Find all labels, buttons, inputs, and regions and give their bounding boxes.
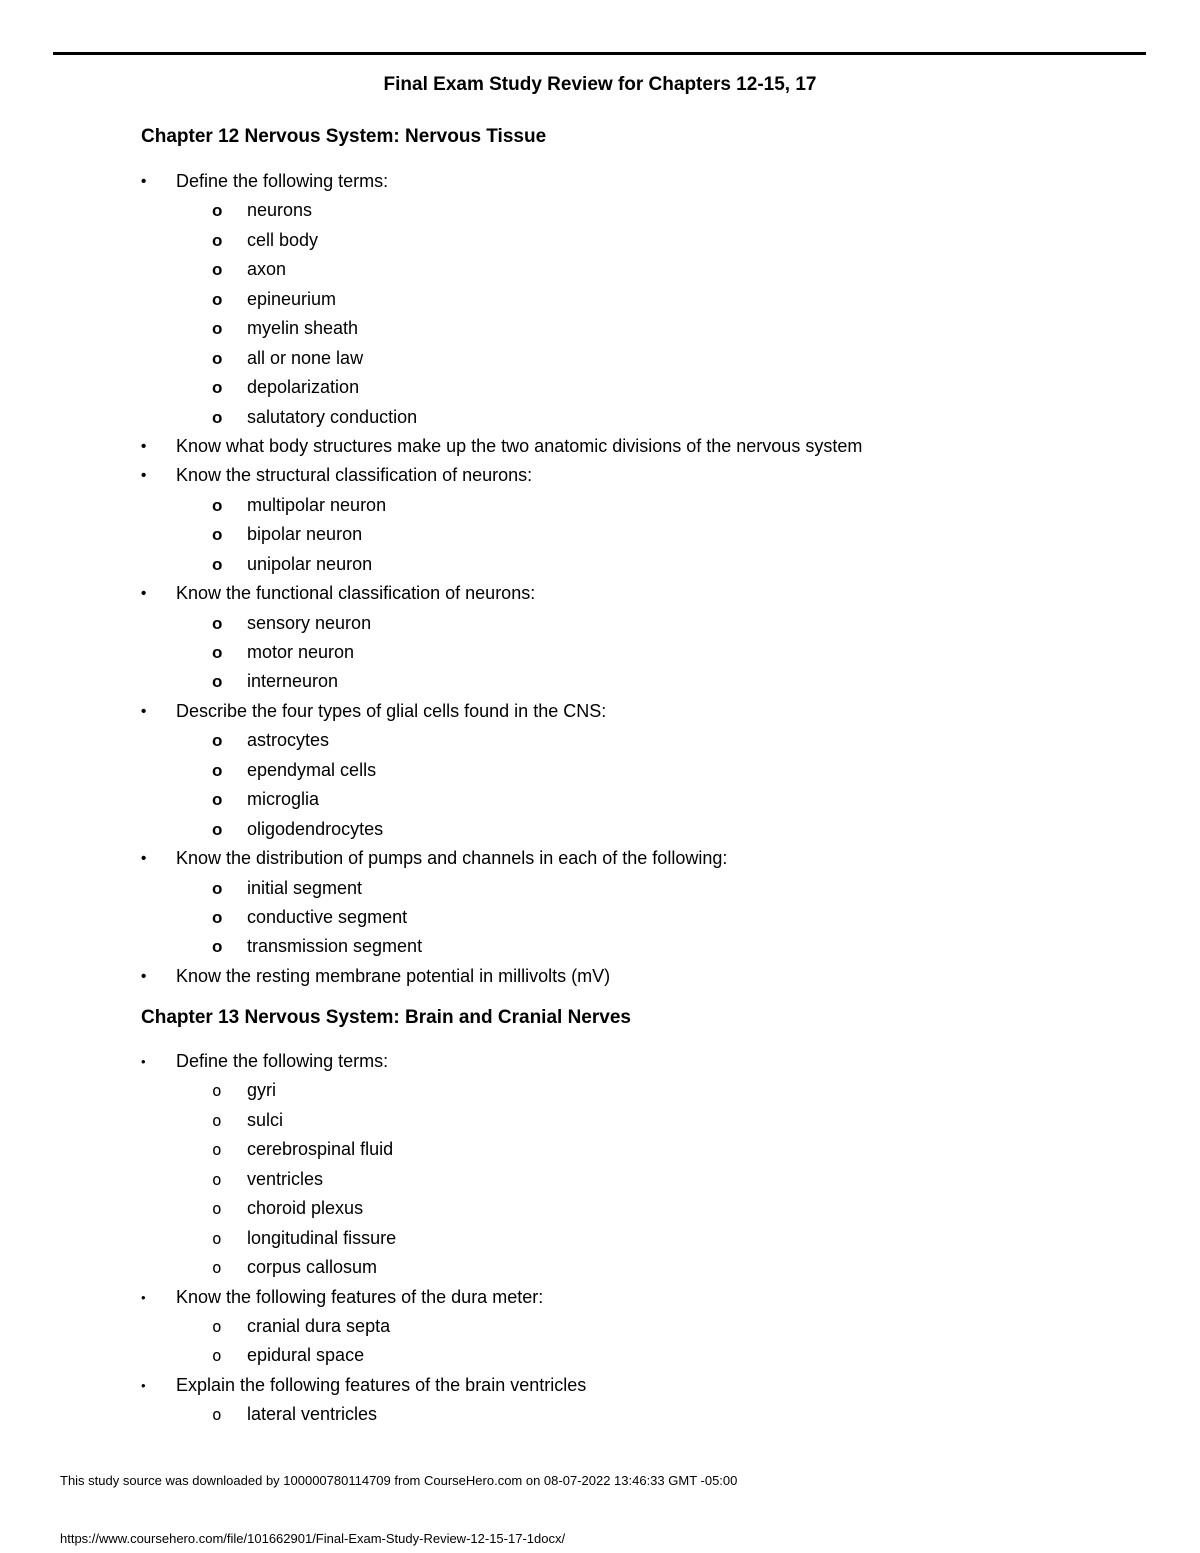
sub-bullet-marker: o <box>212 907 223 927</box>
outline-sub-item <box>0 285 1200 314</box>
bullet-text: Know the following features of the dura meter: <box>176 1286 544 1307</box>
outline-sub-item <box>0 1224 1200 1253</box>
sub-item-text: transmission segment <box>247 936 423 957</box>
sub-bullet-marker: o <box>212 554 223 574</box>
bullet-marker: • <box>141 467 147 485</box>
sub-item-text: ependymal cells <box>247 759 377 780</box>
sub-item-text: lateral ventricles <box>247 1404 378 1425</box>
bullet-marker: • <box>141 967 147 985</box>
sub-item-text: oligodendrocytes <box>247 818 384 839</box>
sub-bullet-marker: o <box>212 613 223 633</box>
sub-item-text: axon <box>247 259 287 280</box>
outline-sub-item <box>0 226 1200 255</box>
bullet-text: Explain the following features of the brain ventricles <box>176 1374 587 1395</box>
outline-sub-item <box>0 1165 1200 1194</box>
bullet-marker: • <box>141 702 147 720</box>
bullet-marker: • <box>141 437 147 455</box>
sub-item-text: all or none law <box>247 347 364 368</box>
sub-item-text: epidural space <box>247 1345 365 1366</box>
chapter-12-heading: Chapter 12 Nervous System: Nervous Tissue <box>141 126 547 147</box>
outline-sub-item <box>0 1341 1200 1370</box>
sub-bullet-marker: o <box>212 731 223 751</box>
outline-sub-item <box>0 1312 1200 1341</box>
bullet-marker: • <box>141 1289 146 1305</box>
sub-item-text: salutatory conduction <box>247 406 418 427</box>
outline-sub-item <box>0 932 1200 961</box>
sub-item-text: multipolar neuron <box>247 494 387 515</box>
outline-sub-item <box>0 1076 1200 1105</box>
bullet-marker: • <box>141 1054 146 1069</box>
sub-item-text: motor neuron <box>247 642 355 662</box>
sub-bullet-marker: o <box>212 201 223 221</box>
sub-bullet-marker: o <box>212 643 223 662</box>
document-title: Final Exam Study Review for Chapters 12-15, 17 <box>383 74 817 95</box>
sub-bullet-marker: o <box>212 1405 222 1425</box>
sub-item-text: epineurium <box>247 288 337 309</box>
outline-sub-item <box>0 1253 1200 1282</box>
sub-bullet-marker: o <box>212 1316 222 1336</box>
bullet-marker: • <box>141 173 147 190</box>
outline-bullet-item <box>0 697 1200 726</box>
outline-sub-item <box>0 638 1200 667</box>
outline-sub-item <box>0 344 1200 373</box>
outline-bullet-item <box>0 1371 1200 1400</box>
outline-bullet-item <box>0 1283 1200 1312</box>
outline-sub-item <box>0 785 1200 814</box>
sub-item-text: microglia <box>247 789 320 810</box>
outline-sub-item <box>0 874 1200 903</box>
sub-item-text: sensory neuron <box>247 612 372 633</box>
sub-bullet-marker: o <box>212 407 223 427</box>
outline-bullet-item <box>0 1047 1200 1076</box>
bullet-text: Know what body structures make up the two anatomic divisions of the nervous system <box>176 435 863 456</box>
sub-bullet-marker: o <box>212 790 223 810</box>
sub-bullet-marker: o <box>212 289 223 309</box>
sub-item-text: choroid plexus <box>247 1198 364 1219</box>
sub-item-text: depolarization <box>247 377 360 398</box>
outline-sub-item <box>0 403 1200 432</box>
outline-bullet-item <box>0 461 1200 490</box>
sub-item-text: corpus callosum <box>247 1257 378 1278</box>
sub-bullet-marker: o <box>212 260 223 280</box>
bullet-marker: • <box>141 850 147 868</box>
outline-sub-item <box>0 520 1200 549</box>
sub-bullet-marker: o <box>212 878 223 898</box>
sub-item-text: initial segment <box>247 877 363 898</box>
outline-sub-item <box>0 667 1200 696</box>
outline-sub-item <box>0 255 1200 284</box>
sub-item-text: neurons <box>247 200 313 221</box>
outline-sub-item <box>0 196 1200 225</box>
outline-sub-item <box>0 726 1200 755</box>
outline-sub-item <box>0 491 1200 520</box>
sub-bullet-marker: o <box>212 1110 222 1130</box>
chapter-13-heading: Chapter 13 Nervous System: Brain and Cranial Nerves <box>141 1007 631 1028</box>
top-rule <box>53 52 1146 55</box>
sub-bullet-marker: o <box>212 937 223 957</box>
sub-bullet-marker: o <box>212 760 223 780</box>
sub-item-text: gyri <box>247 1080 277 1101</box>
chapter-12-outline <box>0 167 1200 991</box>
sub-item-text: cerebrospinal fluid <box>247 1139 394 1160</box>
sub-bullet-marker: o <box>212 1258 222 1278</box>
sub-item-text: unipolar neuron <box>247 553 373 574</box>
bullet-marker: • <box>141 1377 146 1393</box>
sub-bullet-marker: o <box>212 378 223 398</box>
sub-item-text: myelin sheath <box>247 318 359 339</box>
source-url: https://www.coursehero.com/file/101662901/Final-Exam-Study-Review-12-15-17-1docx/ <box>60 1531 566 1546</box>
outline-sub-item <box>0 756 1200 785</box>
outline-sub-item <box>0 1106 1200 1135</box>
sub-item-text: interneuron <box>247 671 339 692</box>
bullet-text: Know the resting membrane potential in millivolts (mV) <box>176 965 611 986</box>
outline-sub-item <box>0 1135 1200 1164</box>
outline-bullet-item <box>0 432 1200 461</box>
sub-item-text: astrocytes <box>247 730 330 751</box>
sub-bullet-marker: o <box>212 672 223 692</box>
sub-bullet-marker: o <box>212 1140 222 1160</box>
sub-item-text: bipolar neuron <box>247 524 363 545</box>
outline-sub-item <box>0 903 1200 932</box>
sub-bullet-marker: o <box>212 319 223 339</box>
sub-bullet-marker: o <box>212 819 223 839</box>
outline-bullet-item <box>0 844 1200 873</box>
bullet-text: Define the following terms: <box>176 1051 389 1071</box>
sub-item-text: conductive segment <box>247 906 408 927</box>
sub-bullet-marker: o <box>212 348 223 368</box>
chapter-13-outline <box>0 1047 1200 1430</box>
sub-bullet-marker: o <box>212 1169 222 1189</box>
sub-item-text: sulci <box>247 1109 284 1130</box>
sub-item-text: cell body <box>247 229 319 250</box>
outline-sub-item <box>0 550 1200 579</box>
outline-sub-item <box>0 815 1200 844</box>
sub-bullet-marker: o <box>212 1081 222 1101</box>
sub-bullet-marker: o <box>212 230 223 250</box>
bullet-text: Describe the four types of glial cells found in the CNS: <box>176 700 607 721</box>
bullet-marker: • <box>141 585 147 603</box>
sub-item-text: cranial dura septa <box>247 1315 391 1336</box>
outline-sub-item <box>0 1400 1200 1429</box>
sub-bullet-marker: o <box>212 1199 222 1219</box>
sub-bullet-marker: o <box>212 495 223 515</box>
sub-bullet-marker: o <box>212 525 223 545</box>
outline-sub-item <box>0 1194 1200 1223</box>
outline-bullet-item <box>0 579 1200 608</box>
outline-sub-item <box>0 373 1200 402</box>
outline-sub-item <box>0 314 1200 343</box>
sub-bullet-marker: o <box>212 1228 222 1248</box>
outline-bullet-item <box>0 167 1200 196</box>
bullet-text: Know the functional classification of neurons: <box>176 583 536 604</box>
outline-bullet-item <box>0 962 1200 991</box>
download-source-note: This study source was downloaded by 100000780114709 from CourseHero.com on 08-07-2022 13:46:33 GMT -05:00 <box>60 1473 738 1488</box>
sub-item-text: ventricles <box>247 1168 324 1189</box>
outline-sub-item <box>0 609 1200 638</box>
bullet-text: Know the structural classification of neurons: <box>176 465 533 486</box>
bullet-text: Define the following terms: <box>176 171 389 191</box>
sub-bullet-marker: o <box>212 1346 222 1366</box>
sub-item-text: longitudinal fissure <box>247 1227 397 1248</box>
bullet-text: Know the distribution of pumps and channels in each of the following: <box>176 848 728 869</box>
